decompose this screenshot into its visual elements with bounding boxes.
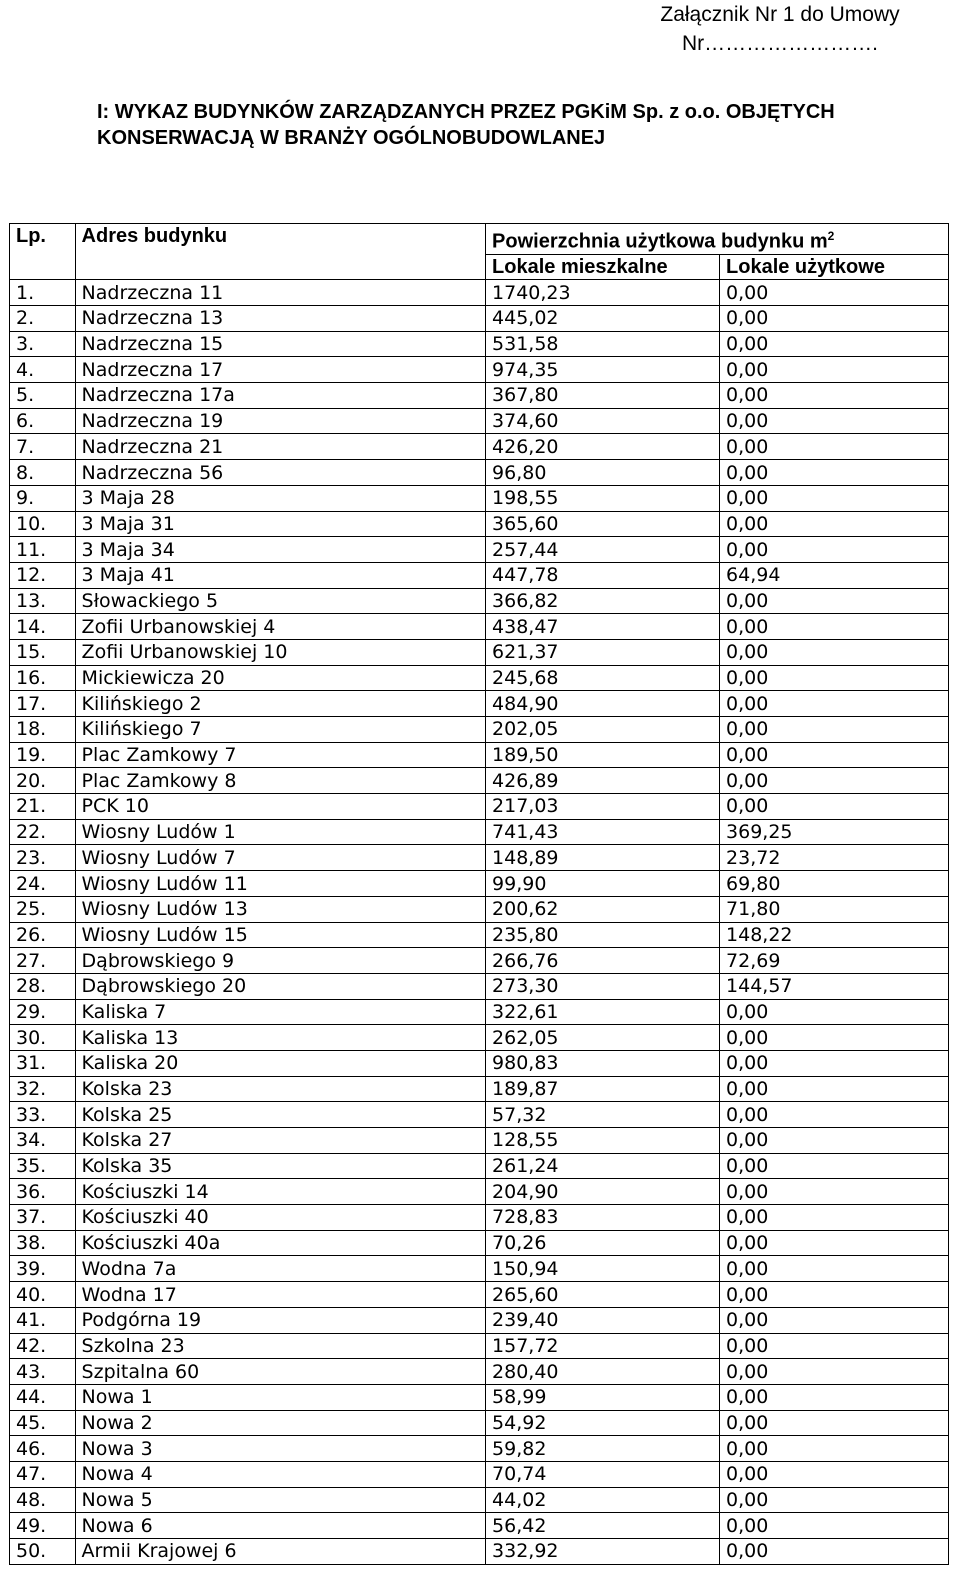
table-row: [10, 871, 949, 897]
cell-residential: 438,47: [486, 614, 720, 640]
table-row: [10, 1050, 949, 1076]
cell-lp: 22.: [10, 819, 76, 845]
cell-commercial: 0,00: [720, 614, 949, 640]
cell-residential: 262,05: [486, 1025, 720, 1051]
cell-lp: 12.: [10, 562, 76, 588]
cell-lp: 33.: [10, 1102, 76, 1128]
cell-residential: 484,90: [486, 691, 720, 717]
cell-commercial: 0,00: [720, 1333, 949, 1359]
cell-lp: 5.: [10, 383, 76, 409]
cell-commercial: 0,00: [720, 1179, 949, 1205]
cell-residential: 332,92: [486, 1539, 720, 1565]
cell-commercial: 0,00: [720, 1076, 949, 1102]
cell-lp: 42.: [10, 1333, 76, 1359]
cell-commercial: 0,00: [720, 794, 949, 820]
table-row: [10, 999, 949, 1025]
cell-residential: 70,74: [486, 1461, 720, 1487]
cell-residential: 447,78: [486, 562, 720, 588]
table-row: [10, 1025, 949, 1051]
cell-address: 3 Maja 28: [75, 485, 485, 511]
cell-commercial: 0,00: [720, 639, 949, 665]
cell-residential: 189,87: [486, 1076, 720, 1102]
cell-lp: 26.: [10, 922, 76, 948]
table-header-row: [10, 224, 949, 255]
cell-commercial: 0,00: [720, 1050, 949, 1076]
cell-commercial: 0,00: [720, 331, 949, 357]
cell-residential: 257,44: [486, 537, 720, 563]
cell-lp: 16.: [10, 665, 76, 691]
cell-commercial: 0,00: [720, 537, 949, 563]
table-row: [10, 819, 949, 845]
header-area-label: Powierzchnia użytkowa budynku m: [492, 230, 828, 253]
cell-address: PCK 10: [75, 794, 485, 820]
cell-residential: 621,37: [486, 639, 720, 665]
cell-lp: 2.: [10, 306, 76, 332]
table-row: [10, 691, 949, 717]
cell-lp: 17.: [10, 691, 76, 717]
cell-address: Zofii Urbanowskiej 10: [75, 639, 485, 665]
table-row: [10, 794, 949, 820]
cell-commercial: 0,00: [720, 1230, 949, 1256]
cell-residential: 189,50: [486, 742, 720, 768]
cell-address: Plac Zamkowy 8: [75, 768, 485, 794]
cell-address: Kilińskiego 2: [75, 691, 485, 717]
cell-commercial: 0,00: [720, 1256, 949, 1282]
cell-commercial: 0,00: [720, 588, 949, 614]
cell-address: Nowa 6: [75, 1513, 485, 1539]
cell-lp: 40.: [10, 1282, 76, 1308]
cell-residential: 148,89: [486, 845, 720, 871]
table-row: [10, 1128, 949, 1154]
cell-address: Armii Krajowej 6: [75, 1539, 485, 1565]
cell-lp: 27.: [10, 948, 76, 974]
cell-lp: 28.: [10, 973, 76, 999]
cell-lp: 19.: [10, 742, 76, 768]
attachment-header: [620, 0, 940, 58]
table-row: [10, 408, 949, 434]
cell-lp: 34.: [10, 1128, 76, 1154]
table-row: [10, 1205, 949, 1231]
cell-address: Dąbrowskiego 9: [75, 948, 485, 974]
cell-residential: 728,83: [486, 1205, 720, 1231]
cell-lp: 36.: [10, 1179, 76, 1205]
cell-address: Nowa 4: [75, 1461, 485, 1487]
cell-address: Kilińskiego 7: [75, 717, 485, 743]
cell-address: Wiosny Ludów 7: [75, 845, 485, 871]
cell-commercial: 23,72: [720, 845, 949, 871]
cell-address: Szkolna 23: [75, 1333, 485, 1359]
cell-commercial: 0,00: [720, 1307, 949, 1333]
cell-address: Nadrzeczna 19: [75, 408, 485, 434]
cell-lp: 11.: [10, 537, 76, 563]
table-row: [10, 922, 949, 948]
cell-residential: 198,55: [486, 485, 720, 511]
cell-address: Kościuszki 14: [75, 1179, 485, 1205]
cell-commercial: 0,00: [720, 1461, 949, 1487]
cell-address: Kaliska 7: [75, 999, 485, 1025]
title-line-2: KONSERWACJĄ W BRANŻY OGÓLNOBUDOWLANEJ: [97, 127, 606, 149]
table-row: [10, 1513, 949, 1539]
title-line-1: I: WYKAZ BUDYNKÓW ZARZĄDZANYCH PRZEZ PGKiM Sp. z o.o. OBJĘTYCH: [97, 101, 835, 123]
cell-address: Kolska 27: [75, 1128, 485, 1154]
cell-residential: 235,80: [486, 922, 720, 948]
cell-address: Nadrzeczna 21: [75, 434, 485, 460]
cell-residential: 99,90: [486, 871, 720, 897]
cell-address: Nadrzeczna 56: [75, 460, 485, 486]
header-commercial: Lokale użytkowe: [720, 254, 949, 280]
cell-lp: 38.: [10, 1230, 76, 1256]
table-row: [10, 768, 949, 794]
cell-address: Nowa 1: [75, 1384, 485, 1410]
cell-address: Mickiewicza 20: [75, 665, 485, 691]
cell-address: Wiosny Ludów 1: [75, 819, 485, 845]
cell-residential: 96,80: [486, 460, 720, 486]
table-row: [10, 1461, 949, 1487]
cell-commercial: 69,80: [720, 871, 949, 897]
table-row: [10, 562, 949, 588]
cell-residential: 217,03: [486, 794, 720, 820]
cell-commercial: 0,00: [720, 1102, 949, 1128]
cell-lp: 49.: [10, 1513, 76, 1539]
cell-address: Słowackiego 5: [75, 588, 485, 614]
header-address: Adres budynku: [75, 224, 485, 280]
cell-lp: 29.: [10, 999, 76, 1025]
cell-commercial: 0,00: [720, 1153, 949, 1179]
table-row: [10, 717, 949, 743]
cell-residential: 974,35: [486, 357, 720, 383]
cell-lp: 15.: [10, 639, 76, 665]
cell-lp: 32.: [10, 1076, 76, 1102]
cell-address: Nadrzeczna 17: [75, 357, 485, 383]
cell-residential: 445,02: [486, 306, 720, 332]
cell-residential: 531,58: [486, 331, 720, 357]
cell-lp: 21.: [10, 794, 76, 820]
cell-address: Wiosny Ludów 11: [75, 871, 485, 897]
cell-address: Nowa 5: [75, 1487, 485, 1513]
table-row: [10, 1230, 949, 1256]
cell-residential: 265,60: [486, 1282, 720, 1308]
table-row: [10, 1102, 949, 1128]
table-row: [10, 460, 949, 486]
cell-address: Szpitalna 60: [75, 1359, 485, 1385]
table-row: [10, 665, 949, 691]
cell-commercial: 0,00: [720, 1205, 949, 1231]
cell-address: Nadrzeczna 11: [75, 280, 485, 306]
cell-lp: 23.: [10, 845, 76, 871]
cell-address: Kolska 25: [75, 1102, 485, 1128]
cell-commercial: 0,00: [720, 999, 949, 1025]
cell-address: Nowa 2: [75, 1410, 485, 1436]
cell-commercial: 0,00: [720, 665, 949, 691]
cell-residential: 1740,23: [486, 280, 720, 306]
table-row: [10, 742, 949, 768]
table-row: [10, 1256, 949, 1282]
table-row: [10, 280, 949, 306]
cell-commercial: 0,00: [720, 717, 949, 743]
cell-address: Wodna 17: [75, 1282, 485, 1308]
table-row: [10, 639, 949, 665]
cell-commercial: 0,00: [720, 1539, 949, 1565]
cell-address: Wodna 7a: [75, 1256, 485, 1282]
cell-lp: 45.: [10, 1410, 76, 1436]
cell-residential: 367,80: [486, 383, 720, 409]
cell-commercial: 0,00: [720, 306, 949, 332]
cell-commercial: 0,00: [720, 1282, 949, 1308]
cell-address: Podgórna 19: [75, 1307, 485, 1333]
cell-lp: 18.: [10, 717, 76, 743]
cell-commercial: 0,00: [720, 408, 949, 434]
cell-lp: 30.: [10, 1025, 76, 1051]
table-row: [10, 1076, 949, 1102]
table-row: [10, 434, 949, 460]
cell-address: Kolska 35: [75, 1153, 485, 1179]
cell-residential: 741,43: [486, 819, 720, 845]
cell-lp: 41.: [10, 1307, 76, 1333]
header-area: [486, 224, 949, 255]
cell-commercial: 0,00: [720, 1384, 949, 1410]
cell-address: Kościuszki 40: [75, 1205, 485, 1231]
cell-residential: 280,40: [486, 1359, 720, 1385]
cell-commercial: 0,00: [720, 511, 949, 537]
header-lp: Lp.: [10, 224, 76, 280]
cell-address: Wiosny Ludów 13: [75, 896, 485, 922]
cell-commercial: 369,25: [720, 819, 949, 845]
cell-address: Nadrzeczna 13: [75, 306, 485, 332]
cell-residential: 204,90: [486, 1179, 720, 1205]
cell-commercial: 0,00: [720, 485, 949, 511]
table-row: [10, 485, 949, 511]
cell-lp: 24.: [10, 871, 76, 897]
cell-address: Kolska 23: [75, 1076, 485, 1102]
cell-lp: 3.: [10, 331, 76, 357]
cell-residential: 128,55: [486, 1128, 720, 1154]
table-row: [10, 896, 949, 922]
cell-address: 3 Maja 34: [75, 537, 485, 563]
table-row: [10, 1179, 949, 1205]
cell-address: Kaliska 20: [75, 1050, 485, 1076]
cell-commercial: 72,69: [720, 948, 949, 974]
table-row: [10, 1359, 949, 1385]
document-title: [97, 99, 897, 151]
table-row: [10, 1333, 949, 1359]
cell-lp: 13.: [10, 588, 76, 614]
table-row: [10, 588, 949, 614]
table-row: [10, 973, 949, 999]
table-row: [10, 1436, 949, 1462]
cell-commercial: 0,00: [720, 768, 949, 794]
cell-address: Zofii Urbanowskiej 4: [75, 614, 485, 640]
cell-residential: 44,02: [486, 1487, 720, 1513]
table-row: [10, 511, 949, 537]
table-row: [10, 1307, 949, 1333]
table-row: [10, 1384, 949, 1410]
cell-lp: 10.: [10, 511, 76, 537]
cell-residential: 426,89: [486, 768, 720, 794]
cell-address: Nadrzeczna 15: [75, 331, 485, 357]
cell-lp: 39.: [10, 1256, 76, 1282]
cell-residential: 150,94: [486, 1256, 720, 1282]
cell-lp: 47.: [10, 1461, 76, 1487]
cell-residential: 365,60: [486, 511, 720, 537]
cell-commercial: 71,80: [720, 896, 949, 922]
attachment-line: Załącznik Nr 1 do Umowy: [660, 3, 900, 26]
cell-commercial: 64,94: [720, 562, 949, 588]
table-row: [10, 1282, 949, 1308]
cell-commercial: 148,22: [720, 922, 949, 948]
cell-commercial: 0,00: [720, 691, 949, 717]
cell-commercial: 0,00: [720, 1513, 949, 1539]
cell-lp: 4.: [10, 357, 76, 383]
cell-residential: 59,82: [486, 1436, 720, 1462]
cell-lp: 46.: [10, 1436, 76, 1462]
cell-address: Nowa 3: [75, 1436, 485, 1462]
cell-lp: 20.: [10, 768, 76, 794]
cell-address: Nadrzeczna 17a: [75, 383, 485, 409]
cell-lp: 9.: [10, 485, 76, 511]
table-row: [10, 1153, 949, 1179]
cell-address: 3 Maja 41: [75, 562, 485, 588]
table-row: [10, 537, 949, 563]
table-body: [10, 280, 949, 1564]
cell-commercial: 0,00: [720, 1487, 949, 1513]
cell-lp: 1.: [10, 280, 76, 306]
cell-residential: 273,30: [486, 973, 720, 999]
cell-residential: 70,26: [486, 1230, 720, 1256]
cell-commercial: 0,00: [720, 383, 949, 409]
table-row: [10, 1487, 949, 1513]
cell-residential: 980,83: [486, 1050, 720, 1076]
table-row: [10, 948, 949, 974]
cell-residential: 54,92: [486, 1410, 720, 1436]
table-row: [10, 306, 949, 332]
cell-lp: 50.: [10, 1539, 76, 1565]
cell-lp: 35.: [10, 1153, 76, 1179]
cell-lp: 25.: [10, 896, 76, 922]
cell-residential: 56,42: [486, 1513, 720, 1539]
cell-residential: 245,68: [486, 665, 720, 691]
cell-residential: 366,82: [486, 588, 720, 614]
cell-commercial: 0,00: [720, 1025, 949, 1051]
cell-lp: 14.: [10, 614, 76, 640]
cell-lp: 8.: [10, 460, 76, 486]
header-residential: Lokale mieszkalne: [486, 254, 720, 280]
table-row: [10, 1410, 949, 1436]
cell-address: Dąbrowskiego 20: [75, 973, 485, 999]
contract-number-line: Nr…………………….: [682, 32, 878, 55]
cell-address: 3 Maja 31: [75, 511, 485, 537]
cell-lp: 6.: [10, 408, 76, 434]
cell-residential: 202,05: [486, 717, 720, 743]
cell-lp: 48.: [10, 1487, 76, 1513]
cell-residential: 58,99: [486, 1384, 720, 1410]
cell-commercial: 144,57: [720, 973, 949, 999]
table-row: [10, 614, 949, 640]
table-row: [10, 357, 949, 383]
table-row: [10, 845, 949, 871]
cell-lp: 43.: [10, 1359, 76, 1385]
cell-address: Plac Zamkowy 7: [75, 742, 485, 768]
cell-residential: 266,76: [486, 948, 720, 974]
cell-commercial: 0,00: [720, 742, 949, 768]
cell-lp: 44.: [10, 1384, 76, 1410]
cell-commercial: 0,00: [720, 434, 949, 460]
cell-residential: 57,32: [486, 1102, 720, 1128]
buildings-table: [9, 223, 949, 1565]
table-row: [10, 383, 949, 409]
cell-commercial: 0,00: [720, 357, 949, 383]
cell-lp: 31.: [10, 1050, 76, 1076]
cell-residential: 374,60: [486, 408, 720, 434]
header-area-superscript: 2: [827, 229, 835, 243]
cell-lp: 7.: [10, 434, 76, 460]
table-row: [10, 1539, 949, 1565]
cell-address: Kaliska 13: [75, 1025, 485, 1051]
cell-commercial: 0,00: [720, 460, 949, 486]
cell-commercial: 0,00: [720, 1436, 949, 1462]
cell-residential: 426,20: [486, 434, 720, 460]
cell-address: Wiosny Ludów 15: [75, 922, 485, 948]
cell-residential: 261,24: [486, 1153, 720, 1179]
cell-residential: 322,61: [486, 999, 720, 1025]
cell-residential: 200,62: [486, 896, 720, 922]
cell-lp: 37.: [10, 1205, 76, 1231]
cell-commercial: 0,00: [720, 280, 949, 306]
table-row: [10, 331, 949, 357]
cell-commercial: 0,00: [720, 1359, 949, 1385]
cell-commercial: 0,00: [720, 1128, 949, 1154]
cell-residential: 157,72: [486, 1333, 720, 1359]
cell-address: Kościuszki 40a: [75, 1230, 485, 1256]
cell-residential: 239,40: [486, 1307, 720, 1333]
cell-commercial: 0,00: [720, 1410, 949, 1436]
